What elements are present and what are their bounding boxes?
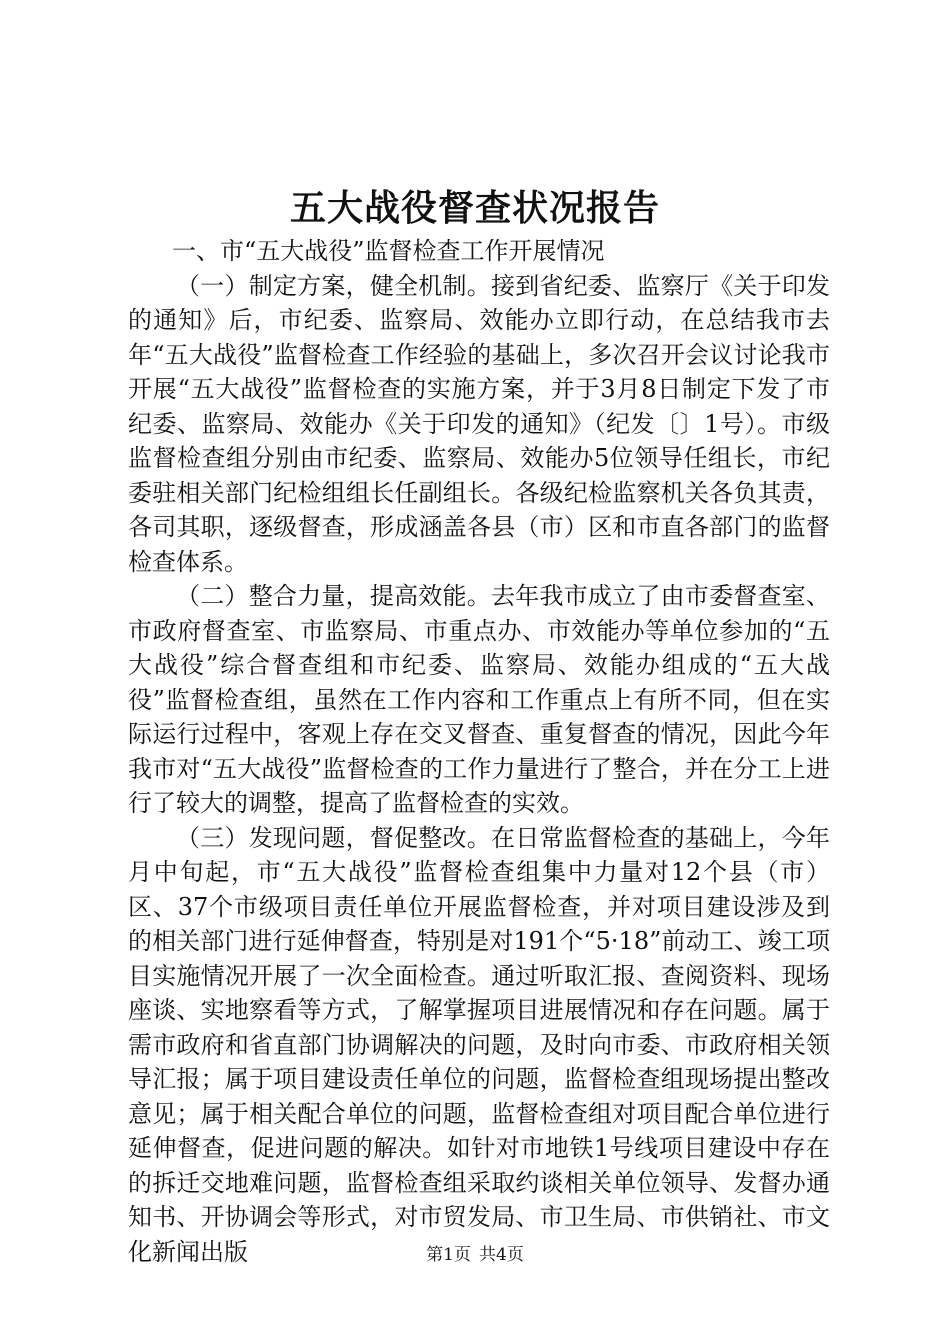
section-heading: 一、市“五大战役”监督检查工作开展情况	[172, 237, 605, 265]
paragraph-1: （一）制定方案，健全机制。接到省纪委、监察厅《关于印发的通知》后，市纪委、监察局、效能办立即行动，在总结我市去年“五大战役”监督检查工作经验的基础上，多次召开会议讨论我市开展“五大战役”监督检查的实施方案，并于3月8日制定下发了市纪委、监察局、效能办《关于印发的通知》（纪发〔〕1号）。市级监督检查组分别由市纪委、监察局、效能办5位领导任组长，市纪委驻相关部门纪检组组长任副组长。各级纪检监察机关各负其责，各司其职，逐级督查，形成涵盖各县（市）区和市直各部门的监督检查体系。	[128, 271, 830, 576]
document-body	[128, 234, 830, 1269]
page-number: 第1页	[426, 1245, 471, 1265]
paragraph-3: （三）发现问题，督促整改。在日常监督检查的基础上，今年月中旬起，市“五大战役”监督检查组集中力量对12个县（市）区、37个市级项目责任单位开展监督检查，并对项目建设涉及到的相关部门进行延伸督查，特别是对191个“5·18”前动工、竣工项目实施情况开展了一次全面检查。通过听取汇报、查阅资料、现场座谈、实地察看等方式，了解掌握项目进展情况和存在问题。属于需市政府和省直部门协调解决的问题，及时向市委、市政府相关领导汇报；属于项目建设责任单位的问题，监督检查组现场提出整改意见；属于相关配合单位的问题，监督检查组对项目配合单位进行延伸督查，促进问题的解决。如针对市地铁1号线项目建设中存在的拆迁交地难问题，监督检查组采取约谈相关单位领导、发督办通知书、开协调会等形式，对市贸发局、市卫生局、市供销社、市文化新闻出版	[128, 823, 830, 1266]
paragraph-2: （二）整合力量，提高效能。去年我市成立了由市委督查室、市政府督查室、市监察局、市重点办、市效能办等单位参加的“五大战役”综合督查组和市纪委、监察局、效能办组成的“五大战役”监督检查组，虽然在工作内容和工作重点上有所不同，但在实际运行过程中，客观上存在交叉督查、重复督查的情况，因此今年我市对“五大战役”监督检查的工作力量进行了整合，并在分工上进行了较大的调整，提高了监督检查的实效。	[128, 582, 830, 817]
page-total: 共4页	[479, 1245, 524, 1265]
page-footer	[0, 1243, 950, 1267]
document-title: 五大战役督查状况报告	[289, 187, 660, 229]
